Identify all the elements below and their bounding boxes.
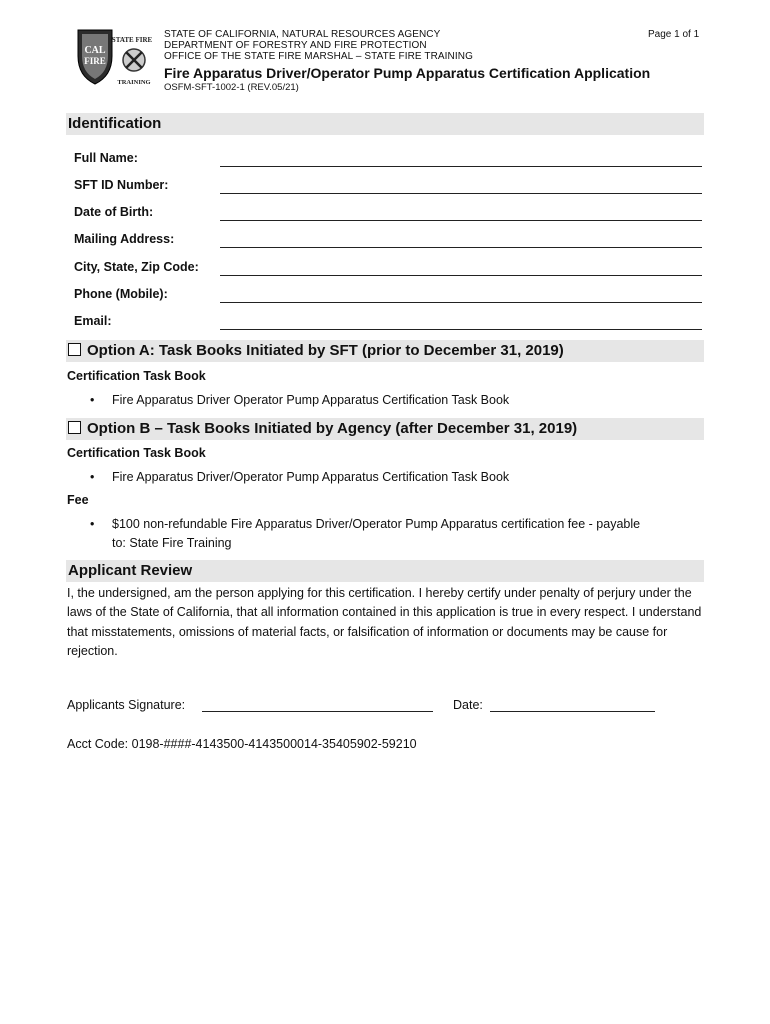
sft-id-label: SFT ID Number:: [74, 178, 169, 192]
city-state-zip-label: City, State, Zip Code:: [74, 260, 199, 274]
option-a-task-book: Fire Apparatus Driver Operator Pump Apparatus Certification Task Book: [112, 393, 510, 407]
date-field[interactable]: [490, 711, 655, 712]
state-fire-training-logo: [72, 26, 158, 88]
identification-title: Identification: [68, 115, 162, 132]
fee-text-line-1: $100 non-refundable Fire Apparatus Driver/Operator Pump Apparatus certification fee - payable: [112, 517, 641, 531]
logo-state-fire-text: STATE FIRE: [111, 36, 153, 44]
phone-mobile-field[interactable]: [220, 302, 702, 303]
applicant-review-title: Applicant Review: [68, 562, 193, 579]
signature-field[interactable]: [202, 711, 433, 712]
applicant-review-section-header: [66, 560, 704, 582]
option-a-subhead: Certification Task Book: [67, 369, 206, 383]
form-title: Fire Apparatus Driver/Operator Pump Apparatus Certification Application: [164, 65, 651, 81]
logo-training-text: TRAINING: [117, 79, 151, 86]
phone-mobile-label: Phone (Mobile):: [74, 287, 168, 301]
date-of-birth-field[interactable]: [220, 220, 702, 221]
mailing-address-label: Mailing Address:: [74, 232, 175, 246]
email-field[interactable]: [220, 329, 702, 330]
fee-text-line-2: to: State Fire Training: [112, 536, 232, 550]
option-b-task-book: Fire Apparatus Driver/Operator Pump Apparatus Certification Task Book: [112, 470, 510, 484]
sft-id-field[interactable]: [220, 193, 702, 194]
fee-subhead: Fee: [67, 493, 89, 507]
full-name-field[interactable]: [220, 166, 702, 167]
option-b-list-item: [90, 468, 710, 487]
bullet-glyph: •: [90, 393, 95, 407]
option-b-checkbox[interactable]: [68, 421, 81, 434]
agency-line-1: STATE OF CALIFORNIA, NATURAL RESOURCES AGENCY: [164, 29, 441, 40]
agency-line-2: DEPARTMENT OF FORESTRY AND FIRE PROTECTION: [164, 40, 427, 51]
option-a-checkbox[interactable]: [68, 343, 81, 356]
signature-label: Applicants Signature:: [67, 698, 186, 712]
bullet-glyph: •: [90, 470, 95, 484]
form-code: OSFM-SFT-1002-1 (REV.05/21): [164, 82, 299, 93]
option-b-section-header: [66, 418, 704, 440]
logo-fire-text: FIRE: [84, 56, 106, 66]
option-a-section-header: [66, 340, 704, 362]
page-number: Page 1 of 1: [648, 29, 700, 40]
option-a-list-item: [90, 391, 710, 410]
agency-line-3: OFFICE OF THE STATE FIRE MARSHAL – STATE FIRE TRAINING: [164, 51, 473, 62]
email-label: Email:: [74, 314, 112, 328]
account-code: Acct Code: 0198-####-4143500-4143500014-35405902-59210: [67, 737, 417, 751]
option-a-title: Option A: Task Books Initiated by SFT (prior to December 31, 2019): [87, 342, 564, 359]
certification-statement: I, the undersigned, am the person applying for this certification. I hereby certify under penalty of perjury under the laws of the State of California, that all information contained in this application is true in every respect. I understand that misstatements, omissions of material facts, or falsification of information or documents may be cause for rejection.: [67, 586, 702, 658]
date-of-birth-label: Date of Birth:: [74, 205, 154, 219]
mailing-address-field[interactable]: [220, 247, 702, 248]
full-name-label: Full Name:: [74, 151, 138, 165]
option-b-title: Option B – Task Books Initiated by Agency (after December 31, 2019): [87, 420, 578, 437]
bullet-glyph: •: [90, 517, 95, 531]
identification-section-header: [66, 113, 704, 135]
fee-list-item: [90, 515, 710, 553]
logo-cal-text: CAL: [84, 45, 106, 56]
city-state-zip-field[interactable]: [220, 275, 702, 276]
date-label: Date:: [453, 698, 483, 712]
option-b-subhead: Certification Task Book: [67, 446, 206, 460]
